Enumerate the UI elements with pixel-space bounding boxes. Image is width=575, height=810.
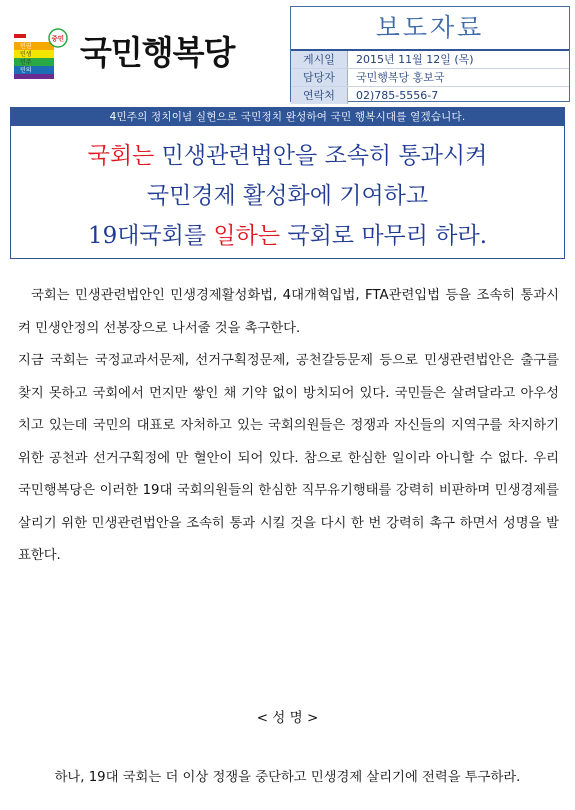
info-row-contact-person bbox=[291, 69, 569, 87]
info-row-date bbox=[291, 51, 569, 69]
body-paragraph-2: 지금 국회는 국정교과서문제, 선거구획정문제, 공천갈등문제 등으로 민생관련법안은 출구를 찾지 못하고 국회에서 먼지만 쌓인 채 기약 없이 방치되어 있다. 국민들은 살려달라고 아우성치고 있는데 국민의 대표로 자처하고 있는 국회의원들은 정쟁과 자신들의 지역구를 차지하기위한 공천과 선거구획정에 만 혈안이 되어 있다. 참으로 한심한 일이라 아니할 수 없다. 우리 국민행복당은 이러한 19대 국회의원들의 한심한 직무유기행태를 강력히 비판하며 민생경제를 살리기 위한 민생관련법안을 조속히 통과 시킬 것을 다시 한 번 강력히 촉구 하면서 성명을 발표한다. bbox=[18, 353, 559, 563]
headline-box bbox=[10, 107, 565, 259]
info-value: 국민행복당 홍보국 bbox=[356, 71, 445, 84]
headline-line-2: 국민경제 활성화에 기여하고 bbox=[146, 183, 429, 209]
party-name: 국민행복당 bbox=[80, 33, 235, 72]
info-row-phone bbox=[291, 87, 569, 104]
statement-item: 하나, 19대 국회는 더 이상 정쟁을 중단하고 민생경제 살리기에 전력을 투구하라. bbox=[54, 770, 521, 785]
logo-stripe-label: 민권 bbox=[20, 43, 32, 50]
info-key: 담당자 bbox=[291, 69, 348, 86]
logo-badge-text: 중민 bbox=[51, 34, 65, 43]
statement-heading: < 성 명 > bbox=[256, 710, 319, 726]
info-key: 연락처 bbox=[291, 87, 348, 104]
header bbox=[0, 0, 575, 105]
press-release-box bbox=[290, 6, 570, 102]
body-paragraph-1: 국회는 민생관련법안인 민생경제활성화법, 4대개혁입법, FTA관련입법 등을 조속히 통과시켜 민생안정의 선봉장으로 나서줄 것을 촉구한다. bbox=[18, 288, 559, 336]
logo-stripe-label: 민주 bbox=[20, 59, 32, 66]
headline-emphasis: 일하는 bbox=[213, 223, 281, 249]
headline-line-1 bbox=[11, 136, 564, 176]
headline-line-3 bbox=[11, 216, 564, 256]
slogan-bar: 4민주의 정치이념 실현으로 국민정치 완성하여 국민 행복시대를 열겠습니다. bbox=[11, 108, 564, 126]
headline-text: 국회로 마무리 하라. bbox=[280, 223, 488, 249]
party-logo-icon bbox=[12, 28, 70, 80]
logo-stripe-label: 민의 bbox=[20, 67, 32, 74]
headline-text: 19대국회를 bbox=[87, 223, 214, 249]
press-release-title: 보도자료 bbox=[291, 7, 569, 51]
body-text bbox=[18, 280, 559, 573]
info-key: 게시일 bbox=[291, 51, 348, 68]
info-value: 2015년 11월 12일 (목) bbox=[356, 53, 474, 66]
info-value: 02)785-5556-7 bbox=[356, 89, 439, 102]
headline-text: 민생관련법안을 조속히 통과시켜 bbox=[154, 143, 488, 169]
logo-stripe-label: 민생 bbox=[20, 51, 32, 58]
headline-emphasis: 국회는 bbox=[87, 143, 155, 169]
